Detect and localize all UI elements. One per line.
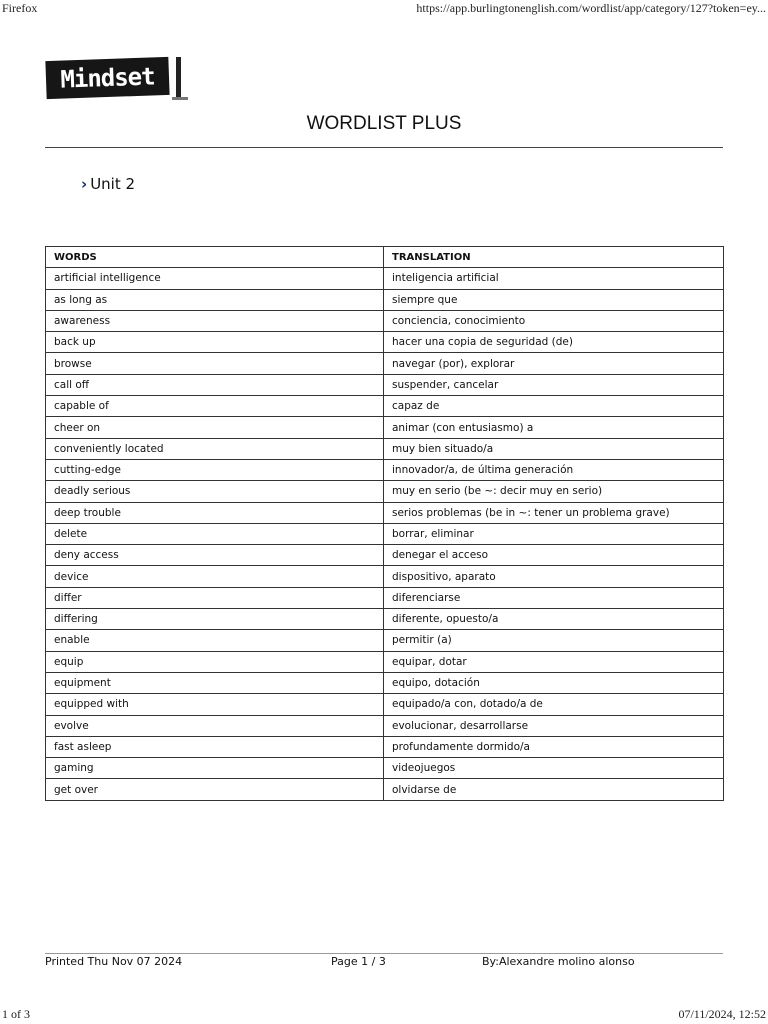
translation-cell: equipado/a con, dotado/a de (384, 694, 724, 715)
table-row (46, 758, 724, 779)
browser-app-name: Firefox (2, 1, 38, 15)
table-header-row (46, 247, 724, 268)
word-cell: equipped with (46, 694, 384, 715)
table-row (46, 332, 724, 353)
word-cell: differ (46, 587, 384, 608)
translation-cell: evolucionar, desarrollarse (384, 715, 724, 736)
translation-cell: profundamente dormido/a (384, 736, 724, 757)
word-cell: enable (46, 630, 384, 651)
table-row (46, 587, 724, 608)
word-cell: browse (46, 353, 384, 374)
translation-cell: siempre que (384, 289, 724, 310)
table-row (46, 630, 724, 651)
table-row (46, 289, 724, 310)
table-row (46, 353, 724, 374)
word-cell: equip (46, 651, 384, 672)
translation-cell: equipar, dotar (384, 651, 724, 672)
page-number: Page 1 / 3 (331, 955, 386, 968)
table-row (46, 268, 724, 289)
table-row (46, 566, 724, 587)
word-cell: get over (46, 779, 384, 800)
table-row (46, 672, 724, 693)
translation-cell: suspender, cancelar (384, 374, 724, 395)
table-row (46, 374, 724, 395)
translation-cell: conciencia, conocimiento (384, 310, 724, 331)
word-cell: cutting-edge (46, 459, 384, 480)
translation-cell: muy en serio (be ~: decir muy en serio) (384, 481, 724, 502)
chevron-right-icon: › (81, 175, 88, 193)
word-cell: conveniently located (46, 438, 384, 459)
header-words: WORDS (46, 247, 384, 268)
table-row (46, 609, 724, 630)
translation-cell: muy bien situado/a (384, 438, 724, 459)
word-cell: back up (46, 332, 384, 353)
translation-cell: equipo, dotación (384, 672, 724, 693)
printed-by: By:Alexandre molino alonso (482, 955, 635, 968)
word-cell: device (46, 566, 384, 587)
word-cell: capable of (46, 396, 384, 417)
print-page-count: 1 of 3 (2, 1007, 30, 1021)
table-row (46, 651, 724, 672)
word-cell: deadly serious (46, 481, 384, 502)
translation-cell: hacer una copia de seguridad (de) (384, 332, 724, 353)
translation-cell: capaz de (384, 396, 724, 417)
table-row (46, 438, 724, 459)
footer-divider (45, 953, 723, 954)
translation-cell: permitir (a) (384, 630, 724, 651)
translation-cell: innovador/a, de última generación (384, 459, 724, 480)
translation-cell: serios problemas (be in ~: tener un problema grave) (384, 502, 724, 523)
translation-cell: borrar, eliminar (384, 523, 724, 544)
table-row (46, 502, 724, 523)
word-cell: awareness (46, 310, 384, 331)
page-title: WORDLIST PLUS (306, 113, 462, 134)
table-row (46, 523, 724, 544)
word-cell: fast asleep (46, 736, 384, 757)
print-header (0, 0, 768, 18)
translation-cell: animar (con entusiasmo) a (384, 417, 724, 438)
word-cell: artificial intelligence (46, 268, 384, 289)
logo-wordmark: Mindset (45, 57, 169, 99)
page-url: https://app.burlingtonenglish.com/wordlist/app/category/127?token=ey... (416, 1, 766, 15)
logo-underline (172, 97, 188, 100)
translation-cell: navegar (por), explorar (384, 353, 724, 374)
word-cell: as long as (46, 289, 384, 310)
table-row (46, 459, 724, 480)
table-row (46, 694, 724, 715)
word-cell: gaming (46, 758, 384, 779)
translation-cell: inteligencia artificial (384, 268, 724, 289)
table-row (46, 779, 724, 800)
print-datetime: 07/11/2024, 12:52 (678, 1007, 766, 1021)
title-divider (45, 147, 723, 148)
logo-bar (176, 57, 181, 99)
translation-cell: olvidarse de (384, 779, 724, 800)
table-row (46, 736, 724, 757)
table-row (46, 545, 724, 566)
mindset-logo (46, 55, 194, 103)
word-cell: differing (46, 609, 384, 630)
word-cell: cheer on (46, 417, 384, 438)
table-row (46, 481, 724, 502)
table-row (46, 417, 724, 438)
word-cell: evolve (46, 715, 384, 736)
word-cell: call off (46, 374, 384, 395)
printed-date: Printed Thu Nov 07 2024 (45, 955, 183, 968)
translation-cell: diferenciarse (384, 587, 724, 608)
word-cell: equipment (46, 672, 384, 693)
word-cell: deny access (46, 545, 384, 566)
unit-heading (81, 175, 135, 193)
translation-cell: videojuegos (384, 758, 724, 779)
header-translation: TRANSLATION (384, 247, 724, 268)
table-row (46, 310, 724, 331)
unit-label: Unit 2 (90, 175, 136, 193)
translation-cell: diferente, opuesto/a (384, 609, 724, 630)
wordlist-table (45, 246, 724, 801)
table-row (46, 715, 724, 736)
wordlist-body (46, 268, 724, 800)
word-cell: deep trouble (46, 502, 384, 523)
translation-cell: dispositivo, aparato (384, 566, 724, 587)
word-cell: delete (46, 523, 384, 544)
translation-cell: denegar el acceso (384, 545, 724, 566)
table-row (46, 396, 724, 417)
